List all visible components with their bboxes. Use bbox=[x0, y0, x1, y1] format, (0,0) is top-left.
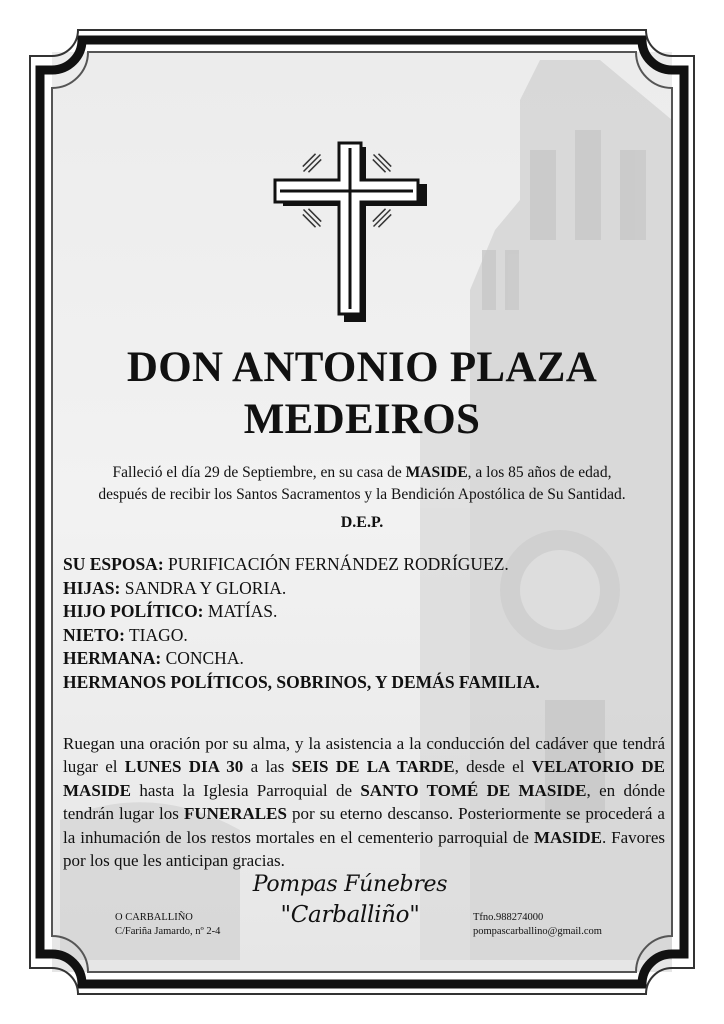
intro-line2: después de recibir los Santos Sacramentos y la Bendición Apostólica de Su Santidad. bbox=[98, 486, 626, 503]
family-label: NIETO: bbox=[63, 624, 125, 645]
intro-text: , a los 85 años de edad, bbox=[467, 464, 612, 481]
funeral-home-contact bbox=[473, 911, 602, 939]
family-label: SU ESPOSA: bbox=[63, 554, 164, 574]
family-row-daughters bbox=[63, 577, 540, 601]
family-row-spouse bbox=[63, 553, 540, 577]
family-row-sister bbox=[63, 647, 540, 671]
family-row-grandson bbox=[63, 624, 540, 648]
family-label: HIJO POLÍTICO: bbox=[63, 601, 204, 622]
funeral-details-paragraph: Ruegan una oración por su alma, y la asistencia a la conducción del cadáver que tendrá lugar el LUNES DIA 30 a las SEIS DE LA TARDE, desde el VELATORIO DE MASIDE hasta la Iglesia Parroquial de SANTO TOMÉ DE MASIDE, en dónde tendrán lugar los FUNERALES por su eterno descanso. Posteriormente se procederá a la inhumación de los restos mortales en el cementerio parroquial de MASIDE. Favores por los que les anticipan gracias. bbox=[63, 734, 666, 871]
family-label: HIJAS: bbox=[63, 577, 121, 598]
cross-icon bbox=[272, 138, 442, 323]
address-city: O CARBALLIÑO bbox=[115, 912, 193, 923]
deceased-name-line2: MEDEIROS bbox=[243, 396, 481, 443]
death-announcement bbox=[60, 462, 664, 506]
contact-email: pompascarballino@gmail.com bbox=[473, 926, 602, 937]
family-list bbox=[63, 553, 540, 695]
funeral-home-logo bbox=[250, 870, 450, 930]
intro-text: Falleció el día 29 de Septiembre, en su casa de bbox=[112, 464, 406, 481]
family-row-others: HERMANOS POLÍTICOS, SOBRINOS, Y DEMÁS FAMILIA. bbox=[63, 671, 540, 692]
family-row-son-in-law bbox=[63, 600, 540, 624]
brand-line2: "Carballiño" bbox=[280, 902, 420, 928]
family-value: MATÍAS. bbox=[203, 601, 278, 622]
family-value: TIAGO. bbox=[124, 624, 188, 645]
family-value: PURIFICACIÓN FERNÁNDEZ RODRÍGUEZ. bbox=[163, 554, 509, 574]
address-street: C/Fariña Jamardo, nº 2-4 bbox=[115, 926, 221, 937]
family-label: HERMANA: bbox=[63, 648, 162, 669]
funeral-home-address bbox=[115, 911, 220, 939]
family-value: CONCHA. bbox=[161, 648, 244, 669]
dep-label: D.E.P. bbox=[340, 514, 384, 531]
family-value: SANDRA Y GLORIA. bbox=[120, 577, 287, 598]
deceased-name-line1: DON ANTONIO PLAZA bbox=[126, 344, 598, 391]
intro-place: MASIDE bbox=[405, 464, 468, 481]
brand-line1: Pompas Fúnebres bbox=[252, 872, 448, 897]
contact-phone: Tfno.988274000 bbox=[473, 912, 544, 923]
